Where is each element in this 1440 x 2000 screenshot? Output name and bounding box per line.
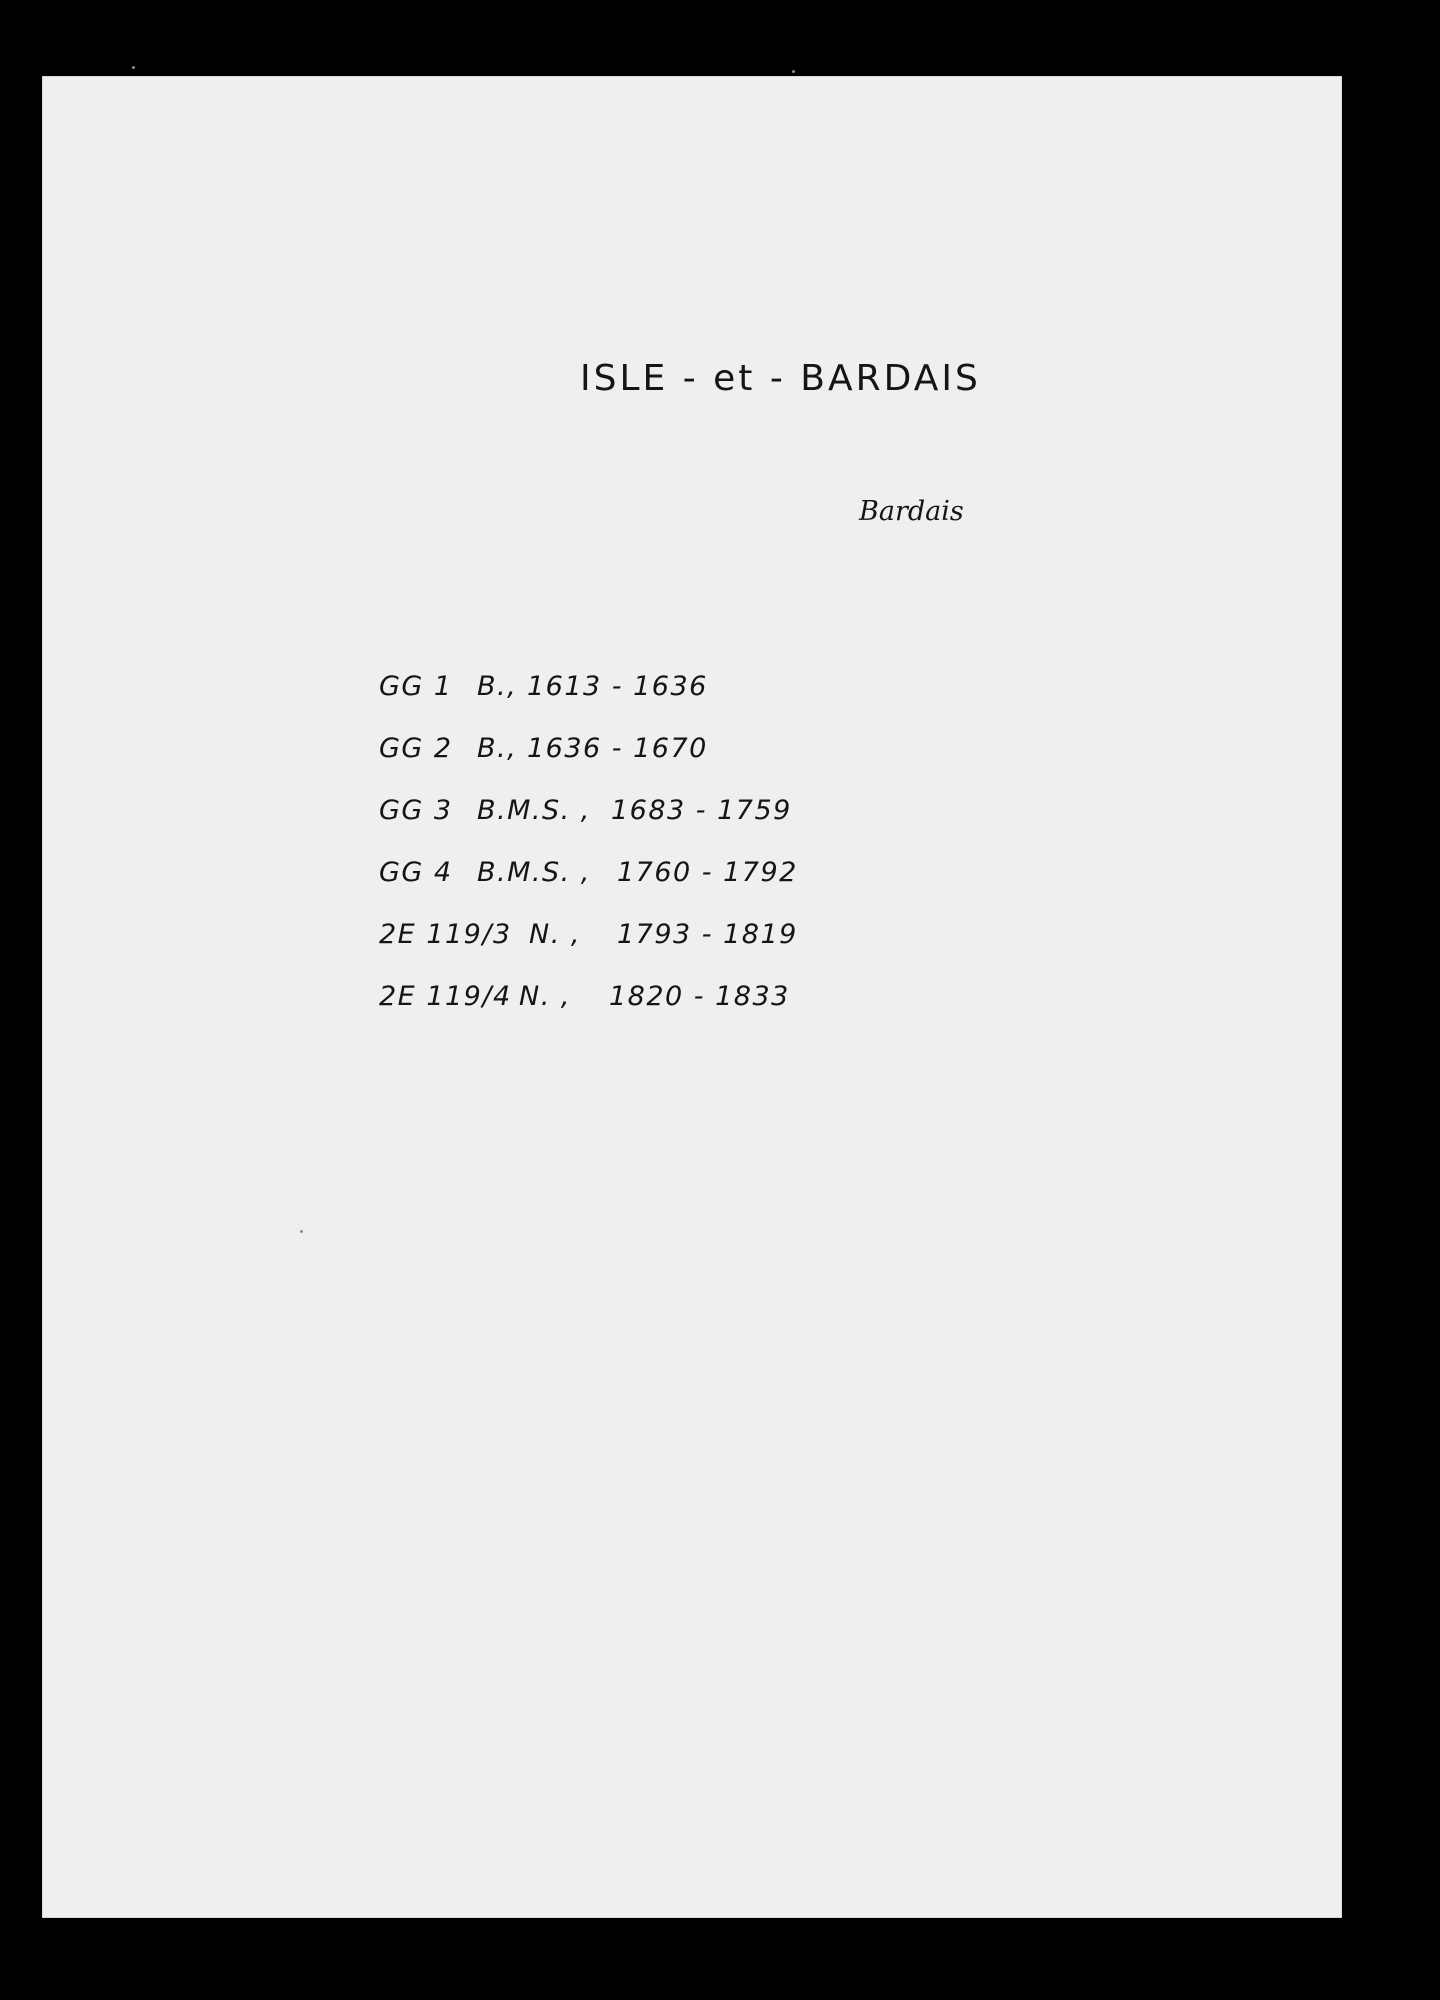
entry-code: 2E 119/4 bbox=[379, 981, 512, 1012]
entry-code: GG 2 bbox=[379, 733, 453, 764]
entry-code: GG 1 bbox=[379, 671, 453, 702]
entry-type: B., bbox=[477, 671, 518, 702]
entry-years: 1636 - 1670 bbox=[527, 733, 708, 764]
entry-type: N. , bbox=[519, 981, 571, 1012]
entry-years: 1793 - 1819 bbox=[617, 919, 798, 950]
entry-code: GG 3 bbox=[379, 795, 453, 826]
scan-speck bbox=[300, 1230, 303, 1233]
page-title: ISLE - et - BARDAIS bbox=[580, 358, 981, 399]
scan-speck bbox=[792, 70, 795, 73]
entry-years: 1760 - 1792 bbox=[617, 857, 798, 888]
entry-type: N. , bbox=[529, 919, 581, 950]
entry-type: B.M.S. , bbox=[477, 857, 591, 888]
document-page bbox=[42, 76, 1342, 1918]
entry-years: 1820 - 1833 bbox=[609, 981, 790, 1012]
entry-type: B., bbox=[477, 733, 518, 764]
entry-type: B.M.S. , bbox=[477, 795, 591, 826]
entry-code: GG 4 bbox=[379, 857, 453, 888]
entry-code: 2E 119/3 bbox=[379, 919, 512, 950]
entry-years: 1613 - 1636 bbox=[527, 671, 708, 702]
page-subtitle: Bardais bbox=[859, 496, 964, 527]
entry-years: 1683 - 1759 bbox=[611, 795, 792, 826]
scan-speck bbox=[132, 66, 135, 69]
